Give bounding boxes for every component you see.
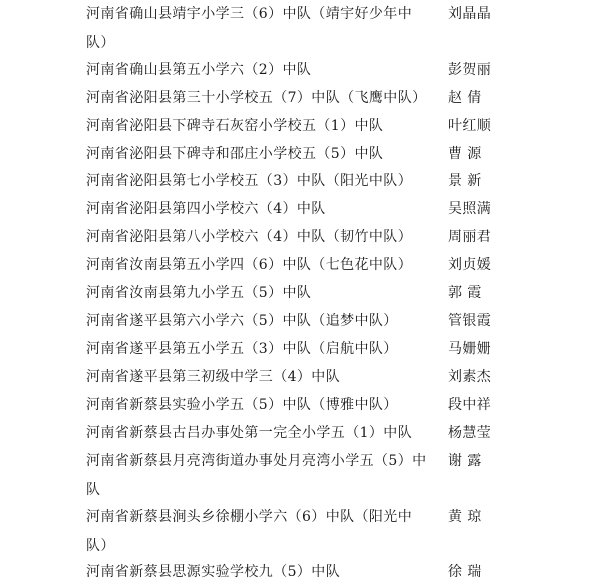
person-name: 刘贞媛 xyxy=(448,257,492,273)
list-item xyxy=(86,84,576,113)
person-name: 叶红顺 xyxy=(448,118,492,134)
unit-name: 河南省遂平县第三初级中学三（4）中队 xyxy=(86,369,341,385)
list-item xyxy=(86,503,576,561)
person-name: 管银霞 xyxy=(448,313,492,329)
list-item xyxy=(86,251,576,280)
person-name: 段中祥 xyxy=(448,397,492,413)
unit-name: 河南省泌阳县下碑寺和邵庄小学校五（5）中队 xyxy=(86,146,384,162)
list-item xyxy=(86,279,576,308)
person-name: 周丽君 xyxy=(448,229,492,245)
unit-name: 河南省泌阳县下碑寺石灰窑小学校五（1）中队 xyxy=(86,118,384,134)
unit-name: 河南省汝南县第五小学四（6）中队（七色花中队） xyxy=(86,257,413,273)
unit-name: 河南省泌阳县第四小学校六（4）中队 xyxy=(86,201,326,217)
unit-name: 河南省新蔡县古吕办事处第一完全小学五（1）中队 xyxy=(86,425,413,441)
list-item xyxy=(86,223,576,252)
person-name: 吴照满 xyxy=(448,201,492,217)
list-item xyxy=(86,140,576,169)
list-item xyxy=(86,363,576,392)
unit-name: 河南省泌阳县第八小学校六（4）中队（韧竹中队） xyxy=(86,229,413,245)
list-item xyxy=(86,391,576,420)
list-item xyxy=(86,447,576,505)
list-item xyxy=(86,0,576,58)
list-item xyxy=(86,419,576,448)
unit-name: 河南省确山县靖宇小学三（6）中队（靖宇好少年中队） xyxy=(86,6,413,51)
unit-name: 河南省遂平县第五小学五（3）中队（启航中队） xyxy=(86,341,398,357)
person-name: 彭贺丽 xyxy=(448,62,492,78)
person-name: 刘晶晶 xyxy=(448,6,492,22)
list-item xyxy=(86,112,576,141)
unit-name: 河南省新蔡县月亮湾街道办事处月亮湾小学五（5）中队 xyxy=(86,453,427,498)
list-item xyxy=(86,307,576,336)
list-item xyxy=(86,558,576,587)
unit-name: 河南省确山县第五小学六（2）中队 xyxy=(86,62,312,78)
person-name: 马姗姗 xyxy=(448,341,492,357)
unit-name: 河南省新蔡县实验小学五（5）中队（博雅中队） xyxy=(86,397,398,413)
person-name: 黄 琼 xyxy=(448,509,482,525)
person-name: 杨慧莹 xyxy=(448,425,492,441)
unit-name: 河南省泌阳县第七小学校五（3）中队（阳光中队） xyxy=(86,173,413,189)
person-name: 徐 瑞 xyxy=(448,564,482,580)
unit-name: 河南省新蔡县思源实验学校九（5）中队 xyxy=(86,564,341,580)
person-name: 曹 源 xyxy=(448,146,482,162)
person-name: 郭 霞 xyxy=(448,285,482,301)
unit-name: 河南省泌阳县第三十小学校五（7）中队（飞鹰中队） xyxy=(86,90,427,106)
list-item xyxy=(86,195,576,224)
list-item xyxy=(86,167,576,196)
person-name: 赵 倩 xyxy=(448,90,482,106)
person-name: 景 新 xyxy=(448,173,482,189)
person-name: 刘素杰 xyxy=(448,369,492,385)
list-item xyxy=(86,56,576,85)
unit-name: 河南省新蔡县涧头乡徐棚小学六（6）中队（阳光中队） xyxy=(86,509,413,554)
person-name: 谢 露 xyxy=(448,453,482,469)
list-item xyxy=(86,335,576,364)
unit-name: 河南省遂平县第六小学六（5）中队（追梦中队） xyxy=(86,313,398,329)
unit-name: 河南省汝南县第九小学五（5）中队 xyxy=(86,285,312,301)
